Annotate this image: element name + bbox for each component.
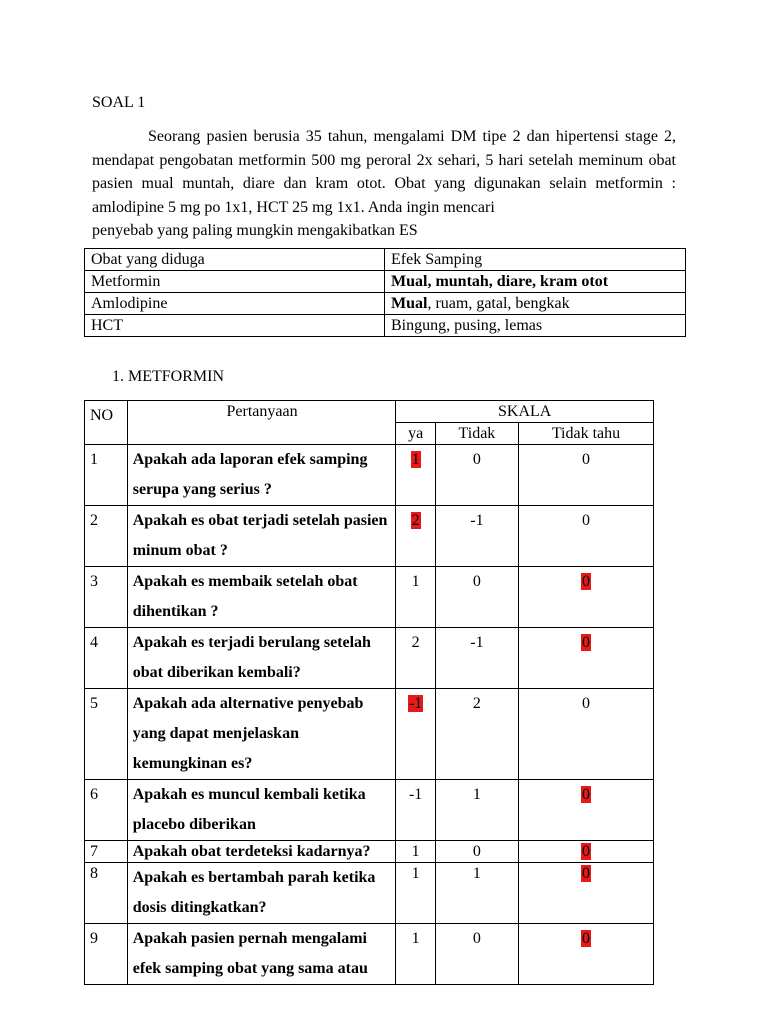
table-row — [85, 924, 654, 985]
case-paragraph-body: Seorang pasien berusia 35 tahun, mengalami DM tipe 2 dan hipertensi stage 2, mendapat pengobatan metformin 500 mg peroral 2x sehari, 5 hari setelah meminum obat pasien mual muntah, diare dan kram otot. Obat yang digunakan selain metformin : amlodipine 5 mg po 1x1, HCT 25 mg 1x1. Anda ingin mencari — [92, 128, 676, 216]
header-question: Pertanyaan — [127, 401, 396, 445]
table-row — [85, 689, 654, 780]
effect-bold-text: Mual — [391, 295, 428, 312]
table-row — [85, 841, 654, 863]
score-ya — [396, 689, 436, 780]
score-tidak: 0 — [435, 841, 518, 863]
score-ya — [396, 506, 436, 567]
row-no: 1 — [85, 445, 128, 506]
highlighted-score: 0 — [581, 634, 590, 651]
score-tidak: 0 — [435, 445, 518, 506]
effect-text: Bingung, pusing, lemas — [391, 317, 543, 334]
section-title: 1. METFORMIN — [112, 368, 225, 385]
row-question: Apakah ada laporan efek samping serupa yang serius ? — [127, 445, 396, 506]
row-question: Apakah es muncul kembali ketika placebo diberikan — [127, 780, 396, 841]
row-question: Apakah ada alternative penyebab yang dapat menjelaskan kemungkinan es? — [127, 689, 396, 780]
drug-cell: Metformin — [85, 271, 385, 293]
row-no: 9 — [85, 924, 128, 985]
score-ya: -1 — [396, 780, 436, 841]
document-title: SOAL 1 — [92, 94, 146, 111]
score-tidak: 0 — [435, 567, 518, 628]
effect-cell — [385, 293, 686, 315]
header-no: NO — [85, 401, 128, 445]
row-no: 3 — [85, 567, 128, 628]
score-tidak: 2 — [435, 689, 518, 780]
row-question: Apakah es membaik setelah obat dihentikan ? — [127, 567, 396, 628]
effect-cell — [385, 315, 686, 337]
table-row — [85, 445, 654, 506]
highlighted-score: 2 — [411, 512, 420, 529]
effect-bold-text: Mual, muntah, diare, kram otot — [391, 273, 609, 290]
score-ya: 1 — [396, 567, 436, 628]
highlighted-score: 0 — [581, 930, 590, 947]
side-effect-table — [84, 248, 686, 337]
drug-cell: HCT — [85, 315, 385, 337]
row-question: Apakah es terjadi berulang setelah obat diberikan kembali? — [127, 628, 396, 689]
row-no: 8 — [85, 863, 128, 924]
score-tidak-tahu: 0 — [518, 689, 653, 780]
highlighted-score: -1 — [408, 695, 423, 712]
case-paragraph-last-line: penyebab yang paling mungkin mengakibatkan ES — [92, 222, 418, 239]
case-paragraph — [92, 125, 676, 243]
header-tidak: Tidak — [435, 423, 518, 445]
row-no: 2 — [85, 506, 128, 567]
table-row — [85, 628, 654, 689]
header-drug: Obat yang diduga — [85, 249, 385, 271]
table-row — [85, 780, 654, 841]
score-tidak-tahu — [518, 841, 653, 863]
highlighted-score: 1 — [411, 451, 420, 468]
table-row — [85, 315, 686, 337]
highlighted-score: 0 — [581, 573, 590, 590]
header-tidak-tahu: Tidak tahu — [518, 423, 653, 445]
highlighted-score: 0 — [581, 843, 590, 860]
score-tidak-tahu — [518, 780, 653, 841]
header-scale: SKALA — [396, 401, 654, 423]
score-tidak: 0 — [435, 924, 518, 985]
row-no: 4 — [85, 628, 128, 689]
score-tidak-tahu — [518, 924, 653, 985]
row-question: Apakah pasien pernah mengalami efek samping obat yang sama atau — [127, 924, 396, 985]
row-question: Apakah obat terdeteksi kadarnya? — [127, 841, 396, 863]
table-row — [85, 293, 686, 315]
score-tidak-tahu — [518, 863, 653, 924]
drug-cell: Amlodipine — [85, 293, 385, 315]
score-ya: 1 — [396, 841, 436, 863]
score-tidak: 1 — [435, 863, 518, 924]
score-ya — [396, 445, 436, 506]
score-tidak: -1 — [435, 628, 518, 689]
row-no: 6 — [85, 780, 128, 841]
header-effect: Efek Samping — [385, 249, 686, 271]
highlighted-score: 0 — [581, 865, 590, 882]
header-ya: ya — [396, 423, 436, 445]
score-tidak-tahu — [518, 567, 653, 628]
table-row — [85, 506, 654, 567]
score-tidak-tahu: 0 — [518, 445, 653, 506]
table-row — [85, 863, 654, 924]
table-header-row — [85, 249, 686, 271]
score-tidak: 1 — [435, 780, 518, 841]
score-tidak: -1 — [435, 506, 518, 567]
score-ya: 1 — [396, 924, 436, 985]
score-ya: 2 — [396, 628, 436, 689]
row-no: 5 — [85, 689, 128, 780]
highlighted-score: 0 — [581, 786, 590, 803]
effect-text: , ruam, gatal, bengkak — [427, 295, 570, 312]
row-question: Apakah es bertambah parah ketika dosis ditingkatkan? — [127, 863, 396, 924]
score-tidak-tahu — [518, 628, 653, 689]
effect-cell — [385, 271, 686, 293]
table-header-row — [85, 401, 654, 423]
score-tidak-tahu: 0 — [518, 506, 653, 567]
row-question: Apakah es obat terjadi setelah pasien minum obat ? — [127, 506, 396, 567]
table-row — [85, 271, 686, 293]
score-ya: 1 — [396, 863, 436, 924]
table-row — [85, 567, 654, 628]
naranjo-table — [84, 400, 654, 985]
row-no: 7 — [85, 841, 128, 863]
